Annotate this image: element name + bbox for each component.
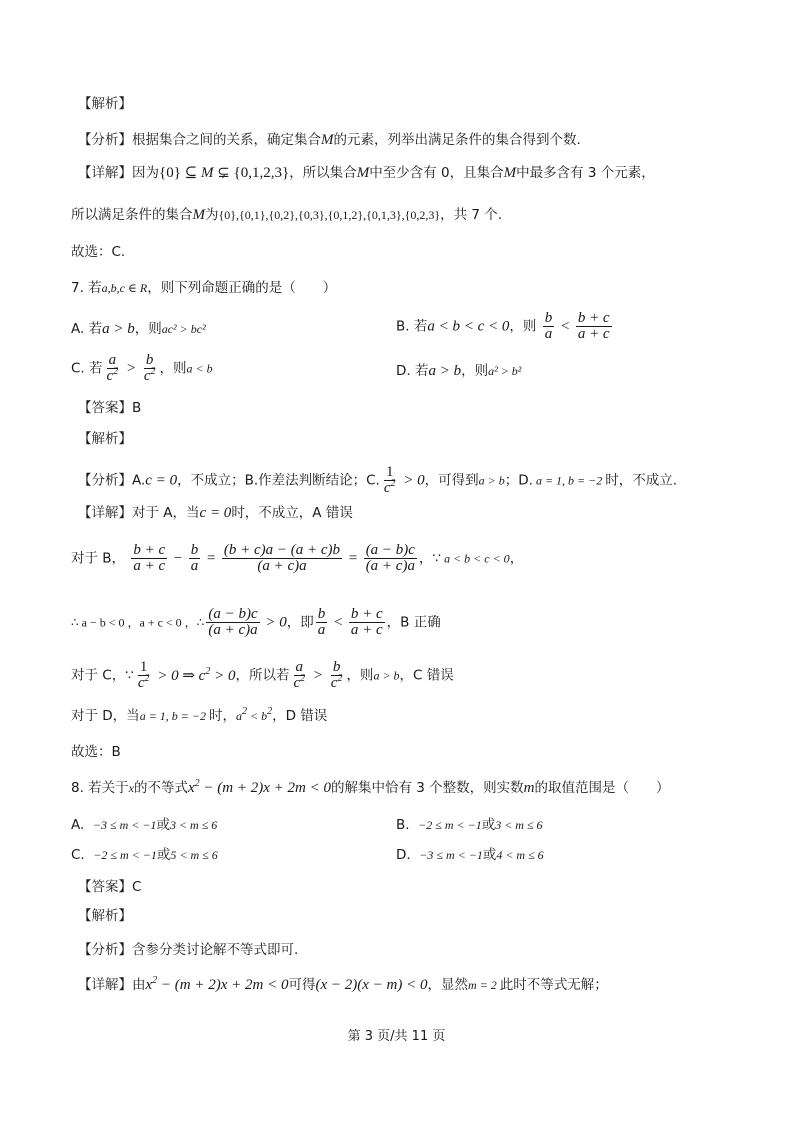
xiangjie-tag: 【详解】 [78, 165, 132, 181]
q8-option-c [71, 845, 218, 865]
fenxi-text: ；D. [504, 472, 533, 489]
xiangjie-tag: 【详解】 [78, 505, 132, 521]
q6-sets-text: 所以满足条件的集合 [71, 207, 193, 223]
xiangjie-text: 时， [208, 708, 236, 724]
xiangjie-text: 可得 [288, 977, 316, 993]
xiangjie-text: 此时不等式无解； [499, 977, 608, 993]
q8-fenxi [78, 940, 298, 960]
option-math: a > b [102, 321, 135, 337]
q6-final-answer: 故选：C. [71, 244, 126, 260]
fenxi-tag: 【分析】 [78, 132, 132, 148]
xiangjie-text: ，C 错误 [399, 667, 454, 684]
option-text: 或 [482, 847, 497, 863]
option-text: 或 [481, 817, 496, 833]
option-math: −2 ≤ m < −1 [418, 818, 482, 832]
fenxi-text: 根据集合之间的关系，确定集合 [132, 132, 321, 148]
q8-stem-text: 8. 若关于 [71, 780, 129, 796]
option-math: −2 ≤ m < −1 [93, 848, 157, 862]
option-math: a > b [428, 363, 462, 379]
q7-option-d [396, 361, 521, 381]
fenxi-text: ，不成立；B.作差法判断结论；C. [177, 472, 380, 489]
option-text: ，则 [509, 318, 537, 335]
option-label: A. [71, 817, 85, 833]
fenxi-tag: 【分析】 [78, 942, 132, 958]
q7-stem-vars: a,b,c ∈ R [101, 281, 148, 295]
q7-stem [71, 278, 336, 298]
fenxi-text: 时，不成立. [605, 472, 678, 489]
q8-option-a [71, 815, 217, 835]
option-text: 或 [156, 817, 170, 833]
option-label: B. [396, 817, 410, 833]
fenxi-text-end: 的元素，列举出满足条件的集合得到个数. [333, 132, 581, 148]
xiangjie-text: ，即 [286, 614, 314, 631]
q8-stem: 8. 若关于x的不等式$x^2 - (m + 2)x + 2m < 0$的解集中恰有 3 个整数，则实数m的取值范围是（ ） [71, 778, 670, 796]
q6-xj-text: 中至少含有 0，且集合 [369, 165, 504, 181]
xiangjie-text: 对于 C，∵ [71, 667, 134, 684]
q6-sets-line: 所以满足条件的集合M为{0},{0,1},{0,2},{0,3},{0,1,2},{0,1,3},{0,2,3}，共 7 个. [71, 207, 503, 223]
q6-sets-list: {0},{0,1},{0,2},{0,3},{0,1,2},{0,1,3},{0,2,3} [218, 208, 441, 222]
xiangjie-math: ∴ a − b < 0 ，a + c < 0 ，∴ [71, 615, 205, 630]
q7-xiangjie: 【详解】对于 A，当c = 0时，不成立，A 错误 [78, 505, 353, 521]
q7-option-b: B. 若a < b < c < 0，则 $\frac{b}{a}$ < $\frac{b + c}{a + c}$ [396, 310, 610, 342]
q7-for-b: 对于 B， $\frac{b + c}{a + c}$ − $\frac{b}{a}$ = $\frac{(b + c)a - (a + c)b}{(a + c)a}$ = $\frac{(a - b)c}{(a + c)a}$ ，∵ a < b < c < 0， [71, 542, 524, 574]
q7-jiexi-heading: 【解析】 [78, 431, 132, 447]
option-math: 5 < m ≤ 6 [170, 848, 218, 862]
option-text: ，则 [461, 363, 489, 379]
q8-stem-text: 的解集中恰有 3 个整数，则实数 [330, 780, 524, 796]
q7-final: 故选：B [71, 744, 121, 760]
option-math: 3 < m ≤ 6 [495, 818, 543, 832]
option-math: 4 < m ≤ 6 [496, 848, 544, 862]
q6-jiexi-heading: 【解析】 [78, 96, 132, 112]
q6-fenxi: 【分析】根据集合之间的关系，确定集合M的元素，列举出满足条件的集合得到个数. [78, 132, 581, 148]
option-label: C. [71, 847, 85, 863]
option-math: ac² > bc² [161, 322, 206, 336]
q7-stem-text: ，则下列命题正确的是（ ） [147, 280, 337, 296]
option-text: ，则 [134, 321, 162, 337]
q6-sets-text: 为 [205, 207, 219, 223]
option-math: a < b < c < 0 [427, 318, 510, 335]
q6-xj-text: ，所以集合 [289, 165, 357, 181]
q8-jiexi-heading: 【解析】 [78, 908, 132, 924]
q7-fenxi: 【分析】A.c = 0，不成立；B.作差法判断结论；C. $\frac{1}{c^2}$ > 0，可得到a > b；D. a = 1, b = −2 时，不成立. [78, 464, 678, 496]
q7-option-a [71, 319, 206, 339]
q8-option-b [396, 815, 543, 835]
xiangjie-text: ，显然 [427, 977, 468, 993]
fenxi-text: ，可得到 [424, 472, 479, 489]
xiangjie-text: 对于 B， [71, 550, 126, 567]
xiangjie-text: 对于 D，当 [71, 708, 140, 724]
q6-xj-text: 中最多含有 3 个元素， [516, 165, 655, 181]
option-text: 或 [156, 847, 171, 863]
q8-xiangjie: 【详解】由$x^2 - (m + 2)x + 2m < 0$可得(x − 2)(x − m) < 0，显然m = 2 此时不等式无解； [78, 975, 608, 993]
option-text: ，则 [159, 360, 187, 377]
q7-answer: 【答案】B [78, 400, 142, 416]
option-label: D. 若 [396, 363, 429, 379]
q8-answer: 【答案】C [78, 879, 142, 895]
fenxi-text: 含参分类讨论解不等式即可. [132, 942, 299, 958]
option-math: −3 ≤ m < −1 [419, 848, 483, 862]
q8-option-d [396, 845, 544, 865]
xiangjie-text: ，所以若 [235, 667, 290, 684]
q6-xiangjie: 【详解】因为{0} ⊆ M ⊊ {0,1,2,3}，所以集合M中至少含有 0，且集合M中最多含有 3 个元素， [78, 165, 655, 181]
option-label: D. [396, 847, 411, 863]
option-math: a < b [186, 361, 213, 376]
q6-xj-text: 因为 [132, 165, 159, 181]
xiangjie-text: ，则 [346, 667, 374, 684]
q7-for-d: 对于 D，当a = 1, b = −2 时，$a^2 < b^2$，D 错误 [71, 706, 328, 724]
page-footer: 第 3 页/共 11 页 [347, 1029, 446, 1044]
option-label: C. 若 [71, 360, 103, 377]
xiangjie-text: 对于 A，当 [132, 505, 200, 521]
option-label: B. 若 [396, 318, 428, 335]
q7-stem-text: 7. 若 [71, 280, 102, 296]
xiangjie-text: ，B 正确 [386, 614, 441, 631]
xiangjie-tag: 【详解】 [78, 977, 132, 993]
xiangjie-text: 时，不成立，A 错误 [231, 505, 353, 521]
option-label: A. 若 [71, 321, 103, 337]
xiangjie-text: 由 [132, 977, 146, 993]
xiangjie-text: ，∵ [418, 550, 442, 567]
option-math: 3 < m ≤ 6 [169, 818, 218, 832]
fenxi-tag: 【分析】 [78, 472, 132, 489]
fenxi-text: A. [132, 472, 146, 489]
xiangjie-text: ，D 错误 [272, 708, 328, 724]
option-math: a² > b² [488, 364, 522, 378]
q7-for-c: 对于 C，∵ $\frac{1}{c^2}$ > 0 ⇒ $c^2 > 0$，所以若 $\frac{a}{c^2}$ > $\frac{b}{c^2}$ ，则a > b，C 错误 [71, 659, 454, 691]
q7-therefore: ∴ a − b < 0 ，a + c < 0 ，∴ $\frac{(a - b)c}{(a + c)a}$ > 0，即 $\frac{b}{a}$ < $\frac{b + c}{a + c}$ ，B 正确 [71, 606, 441, 638]
q6-sets-text: ，共 7 个. [440, 207, 503, 223]
q7-option-c: C. 若 $\frac{a}{c^2}$ > $\frac{b}{c^2}$ ，则a < b [71, 352, 213, 384]
q8-stem-text: 的不等式 [134, 780, 188, 796]
option-math: −3 ≤ m < −1 [92, 818, 157, 832]
q8-stem-text: 的取值范围是（ ） [534, 780, 670, 796]
